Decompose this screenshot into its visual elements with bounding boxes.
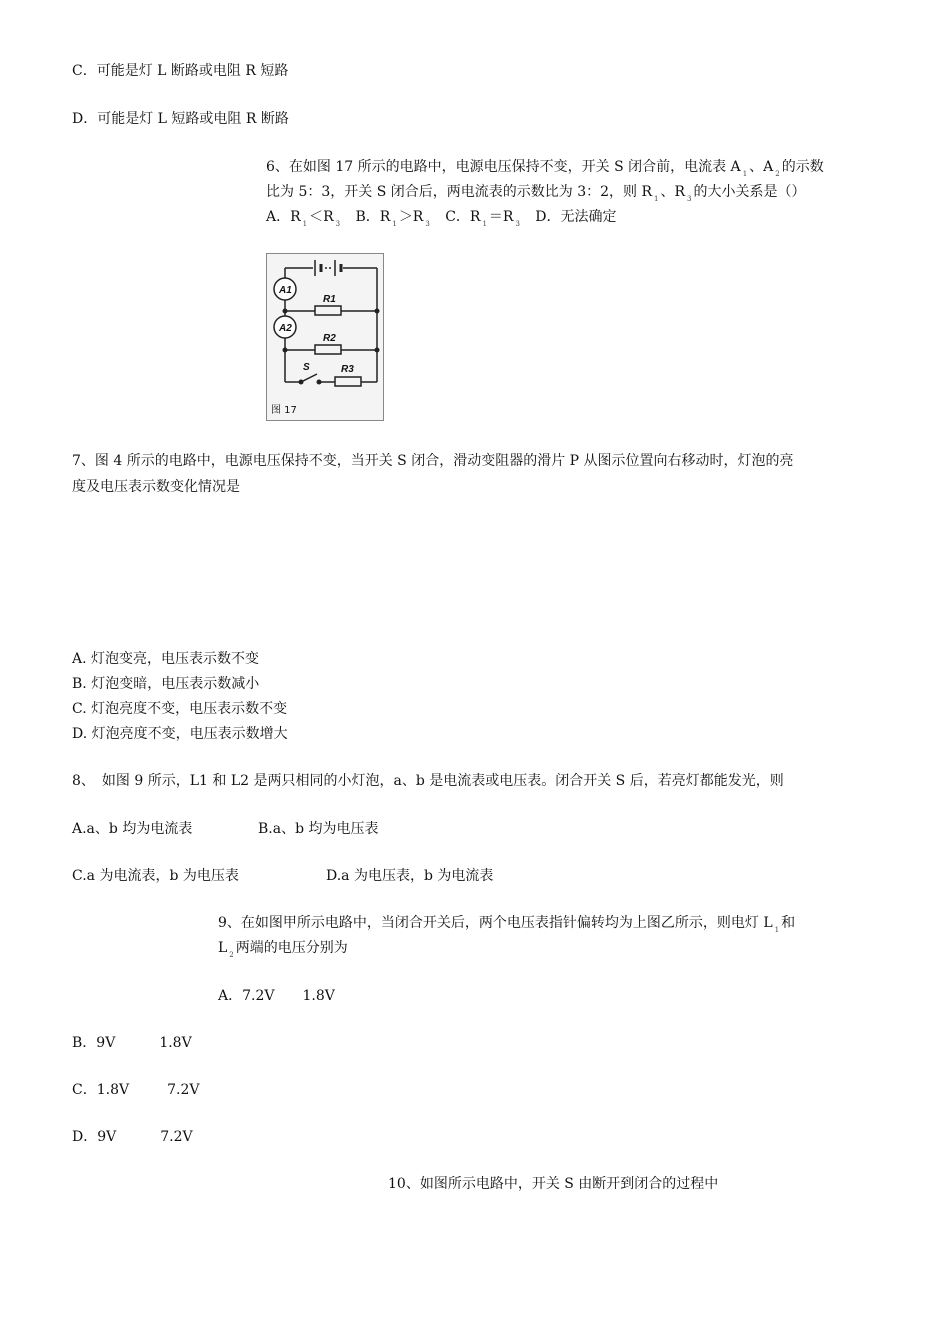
- q10-stem: 10、如图所示电路中，开关 S 由断开到闭合的过程中: [388, 1176, 719, 1192]
- q9-option-value: 1.8V: [302, 988, 335, 1004]
- q9-text: 和: [781, 915, 796, 931]
- q9-option-d: [72, 1128, 193, 1146]
- q9-option-b: [72, 1034, 192, 1052]
- q7-option-c: C. 灯泡亮度不变，电压表示数不变: [72, 701, 288, 717]
- q6-subscript: 3: [335, 220, 341, 228]
- q9-text: 两端的电压分别为: [235, 940, 348, 956]
- q6-text: 、R: [660, 184, 686, 200]
- q6-subscript: 3: [425, 220, 430, 228]
- junction-dot: [283, 309, 288, 314]
- q6-text: 的大小关系是（）: [693, 184, 806, 200]
- label-r1: R1: [323, 294, 336, 305]
- switch-contact: [299, 380, 304, 385]
- q9-option-c: [72, 1081, 199, 1099]
- q9-subscript: 1: [774, 926, 780, 934]
- q7-option-d: D. 灯泡亮度不变，电压表示数增大: [72, 726, 288, 742]
- q8-option-c: C.a 为电流表，b 为电压表: [72, 868, 239, 884]
- q6-option-a: [266, 209, 342, 228]
- q6-subscript: 1: [392, 220, 397, 228]
- q9-option-a: [218, 987, 335, 1005]
- q6-text: 6、在如图 17 所示的电路中，电源电压保持不变，开关 S 闭合前，电流表 A: [266, 159, 741, 175]
- resistor-r2: [315, 345, 341, 354]
- resistor-r1: [315, 306, 341, 315]
- q9-option-label: A．7.2V: [218, 988, 275, 1004]
- q6-subscript: 3: [515, 220, 520, 228]
- q6-option-d: D．无法确定: [535, 209, 617, 225]
- q9-text: L: [218, 940, 228, 956]
- q5-option-c: C．可能是灯 L 断路或电阻 R 短路: [72, 63, 289, 79]
- figure-caption: 图 17: [271, 405, 297, 416]
- q5-option-d: D．可能是灯 L 短路或电阻 R 断路: [72, 111, 289, 127]
- q6-stem-line2: [266, 183, 806, 203]
- label-a2: A2: [279, 323, 292, 334]
- label-r3: R3: [341, 364, 354, 375]
- q7-option-b: B. 灯泡变暗，电压表示数减小: [72, 676, 260, 692]
- q8-stem: 8、 如图 9 所示，L1 和 L2 是两只相同的小灯泡，a、b 是电流表或电压表。闭合开关 S 后，若亮灯都能发光，则: [72, 773, 784, 789]
- q9-stem-line2: [218, 939, 348, 959]
- q6-subscript: 1: [302, 220, 308, 228]
- q6-option-text: ＝R: [488, 209, 514, 225]
- q6-option-c: [445, 209, 522, 228]
- junction-dot: [375, 309, 380, 314]
- q8-option-d: D.a 为电压表，b 为电流表: [326, 868, 494, 884]
- q6-option-text: C．R: [445, 209, 481, 225]
- q9-option-value: 7.2V: [167, 1082, 200, 1098]
- q6-subscript: 1: [654, 195, 659, 203]
- q6-subscript: 2: [775, 170, 780, 178]
- label-r2: R2: [323, 333, 336, 344]
- switch-lever: [301, 374, 317, 382]
- q6-option-text: A．R: [266, 209, 301, 225]
- q9-option-value: 1.8V: [159, 1035, 192, 1051]
- q9-stem-line1: [218, 914, 795, 934]
- q8-option-a: A.a、b 均为电流表: [72, 821, 193, 837]
- q9-text: 9、在如图甲所示电路中，当闭合开关后，两个电压表指针偏转均为上图乙所示，则电灯 L: [218, 915, 773, 931]
- junction-dot: [375, 348, 380, 353]
- q9-option-label: C．1.8V: [72, 1082, 130, 1098]
- q7-option-a: A. 灯泡变亮，电压表示数不变: [72, 651, 260, 667]
- resistor-r3: [335, 377, 361, 386]
- label-switch: S: [303, 362, 310, 373]
- q6-text: 的示数: [781, 159, 824, 175]
- q8-option-b: B.a、b 均为电压表: [258, 821, 379, 837]
- q6-option-text: ＜R: [309, 209, 334, 225]
- q9-option-label: D．9V: [72, 1129, 117, 1145]
- q9-option-label: B．9V: [72, 1035, 116, 1051]
- q6-options: [266, 208, 617, 228]
- q6-text: 、A: [749, 159, 774, 175]
- q6-option-text: B．R: [355, 209, 391, 225]
- q6-stem-line1: [266, 158, 824, 178]
- q9-subscript: 2: [229, 951, 234, 959]
- q6-option-b: [355, 209, 432, 228]
- label-a1: A1: [279, 285, 292, 296]
- q7-stem-line2: 度及电压表示数变化情况是: [72, 479, 240, 495]
- q6-subscript: 1: [742, 170, 748, 178]
- q6-subscript: 1: [482, 220, 487, 228]
- junction-dot: [283, 348, 288, 353]
- q6-subscript: 3: [687, 195, 692, 203]
- circuit-diagram: [267, 254, 383, 420]
- q7-stem-line1: 7、图 4 所示的电路中，电源电压保持不变，当开关 S 闭合，滑动变阻器的滑片 P 从图示位置向右移动时，灯泡的亮: [72, 453, 794, 469]
- q6-text: 比为 5：3，开关 S 闭合后，两电流表的示数比为 3：2，则 R: [266, 184, 653, 200]
- q9-option-value: 7.2V: [160, 1129, 193, 1145]
- circuit-figure-17: [266, 253, 384, 421]
- q6-option-text: ＞R: [398, 209, 424, 225]
- switch-contact: [317, 380, 322, 385]
